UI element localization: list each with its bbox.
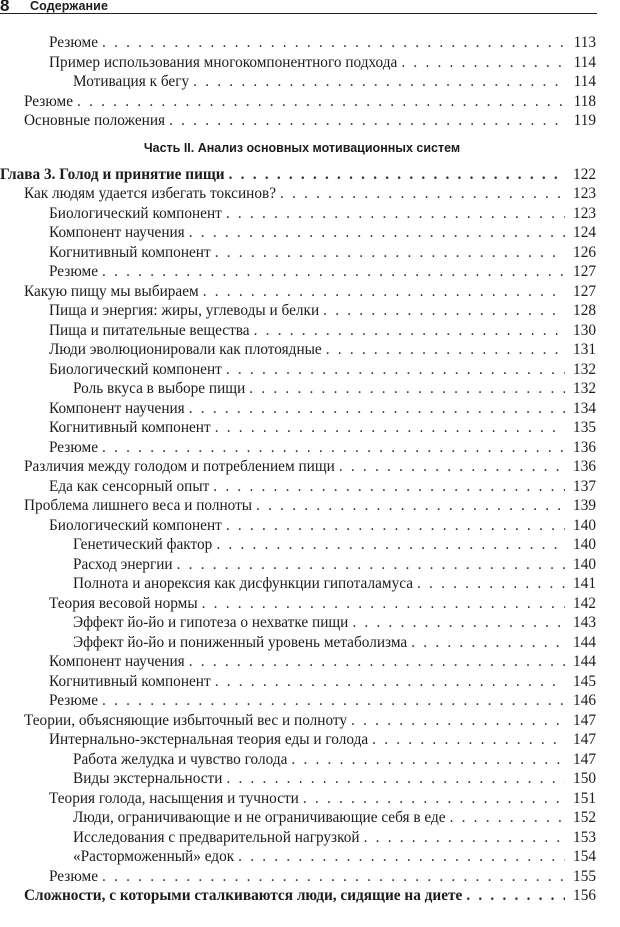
toc-entry[interactable] xyxy=(0,535,596,555)
toc-entry-title: Эффект йо-йо и пониженный уровень метаболизма xyxy=(73,633,408,651)
toc-entry-page: 132 xyxy=(573,380,596,397)
part-heading: Часть II. Анализ основных мотивационных систем xyxy=(143,140,461,155)
toc-entry-title: Резюме xyxy=(49,438,99,456)
toc-entry-title: Биологический компонент xyxy=(49,204,222,222)
toc-entry[interactable] xyxy=(0,243,596,263)
toc-entry-page: 151 xyxy=(573,789,596,807)
toc-entry-page: 142 xyxy=(573,594,596,612)
toc-entry[interactable] xyxy=(0,594,596,614)
toc-entry-page: 122 xyxy=(573,165,596,183)
toc-entry[interactable] xyxy=(0,92,596,112)
toc-entry-page: 144 xyxy=(573,653,596,670)
toc-entry-title: Исследования с предварительной нагрузкой xyxy=(73,828,360,846)
toc-entry[interactable] xyxy=(0,301,596,321)
toc-entry-page: 132 xyxy=(573,360,596,378)
toc-entry-title: Мотивация к бегу xyxy=(73,73,190,90)
toc-entry-page: 127 xyxy=(573,263,596,280)
toc-entry[interactable] xyxy=(0,496,596,516)
toc-entry[interactable] xyxy=(0,847,596,867)
toc-entry[interactable] xyxy=(0,418,596,438)
toc-entry[interactable] xyxy=(0,750,596,770)
toc-entry-page: 143 xyxy=(573,614,596,631)
toc-entry-page: 147 xyxy=(573,711,596,729)
toc-entry[interactable] xyxy=(0,438,596,458)
toc-entry-title: Биологический компонент xyxy=(49,360,222,378)
toc-leader-dots xyxy=(102,33,565,53)
toc-entry-title: Люди эволюционировали как плотоядные xyxy=(49,341,322,358)
header-rule xyxy=(0,13,597,14)
toc-entry-page: 113 xyxy=(573,34,596,51)
toc-leader-dots xyxy=(215,243,565,263)
toc-entry[interactable] xyxy=(0,340,596,360)
toc-entry[interactable] xyxy=(0,789,596,809)
toc-leader-dots xyxy=(77,92,565,112)
toc-entry-page: 150 xyxy=(573,770,596,787)
toc-entry[interactable] xyxy=(0,672,596,692)
toc-entry[interactable] xyxy=(0,72,596,92)
toc-entry[interactable] xyxy=(0,262,596,282)
toc-leader-dots xyxy=(177,555,565,575)
toc-leader-dots xyxy=(102,867,565,887)
toc-entry[interactable] xyxy=(0,730,596,750)
toc-entry-page: 141 xyxy=(573,575,596,592)
toc-entry[interactable] xyxy=(0,282,596,302)
toc-leader-dots xyxy=(323,301,565,321)
toc-entry-title: Еда как сенсорный опыт xyxy=(49,477,210,495)
toc-leader-dots xyxy=(203,282,565,302)
toc-entry[interactable] xyxy=(0,184,596,204)
toc-leader-dots xyxy=(254,321,565,341)
toc-entry-title: Теория весовой нормы xyxy=(49,594,198,612)
toc-leader-dots xyxy=(202,594,565,614)
toc-entry-title: «Расторможенный» едок xyxy=(73,848,235,865)
toc-leader-dots xyxy=(193,72,565,92)
toc-entry-title: Люди, ограничивающие и не ограничивающие себя в еде xyxy=(73,809,446,826)
toc-entry[interactable] xyxy=(0,574,596,594)
toc-entry[interactable] xyxy=(0,769,596,789)
toc-entry-title: Расход энергии xyxy=(73,555,173,573)
toc-leader-dots xyxy=(450,808,565,828)
toc-leader-dots xyxy=(215,418,565,438)
toc-leader-dots xyxy=(213,477,565,497)
toc-entry-page: 136 xyxy=(573,438,596,456)
toc-leader-dots xyxy=(291,750,565,770)
toc-entry-title: Различия между голодом и потреблением пищи xyxy=(24,458,335,475)
toc-leader-dots xyxy=(466,886,565,906)
toc-entry-page: 127 xyxy=(573,282,596,300)
toc-entry-title: Теория голода, насыщения и тучности xyxy=(49,789,299,807)
toc-entry[interactable] xyxy=(0,33,596,53)
toc-entry-title: Резюме xyxy=(49,34,99,51)
toc-entry-page: 131 xyxy=(573,341,596,358)
toc-chapter-entry[interactable] xyxy=(0,165,596,185)
toc-entry[interactable] xyxy=(0,111,596,131)
toc-leader-dots xyxy=(189,652,565,672)
toc-entry-page: 140 xyxy=(573,516,596,534)
toc-entry[interactable] xyxy=(0,867,596,887)
toc-entry-page: 128 xyxy=(573,302,596,319)
table-of-contents xyxy=(0,33,596,906)
toc-entry-page: 136 xyxy=(573,458,596,475)
toc-entry-title: Когнитивный компонент xyxy=(49,419,211,436)
toc-entry-page: 156 xyxy=(573,887,596,904)
toc-entry-title: Когнитивный компонент xyxy=(49,672,211,690)
toc-leader-dots xyxy=(169,111,565,131)
toc-entry-title: Сложности, с которыми сталкиваются люди, сидящие на диете xyxy=(24,887,463,904)
toc-entry-title: Компонент научения xyxy=(49,399,185,417)
toc-entry[interactable] xyxy=(0,223,596,243)
running-head: Содержание xyxy=(30,0,109,13)
toc-entry-page: 147 xyxy=(573,731,596,748)
page-number: 8 xyxy=(0,0,10,15)
toc-entry-title: Глава 3. Голод и принятие пищи xyxy=(0,165,225,183)
toc-entry[interactable] xyxy=(0,691,596,711)
toc-leader-dots xyxy=(249,379,565,399)
toc-leader-dots xyxy=(226,360,565,380)
toc-entry-page: 135 xyxy=(573,419,596,436)
toc-leader-dots xyxy=(339,457,565,477)
toc-entry-title: Интернально-экстернальная теория еды и голода xyxy=(49,731,369,748)
toc-entry[interactable] xyxy=(0,808,596,828)
toc-leader-dots xyxy=(102,438,565,458)
toc-entry-page: 145 xyxy=(573,672,596,690)
toc-entry-title: Компонент научения xyxy=(49,224,185,241)
toc-leader-dots xyxy=(189,399,565,419)
toc-entry-page: 114 xyxy=(573,73,596,90)
toc-leader-dots xyxy=(189,223,565,243)
toc-entry-page: 123 xyxy=(573,185,596,202)
toc-entry[interactable] xyxy=(0,652,596,672)
toc-leader-dots xyxy=(229,165,565,185)
toc-entry-title: Эффект йо-йо и гипотеза о нехватке пищи xyxy=(73,614,349,631)
toc-leader-dots xyxy=(401,53,565,73)
toc-entry-page: 146 xyxy=(573,692,596,709)
toc-leader-dots xyxy=(102,262,565,282)
toc-entry-page: 137 xyxy=(573,477,596,495)
toc-entry-page: 130 xyxy=(573,321,596,339)
toc-entry-title: Когнитивный компонент xyxy=(49,243,211,261)
toc-entry-page: 144 xyxy=(573,633,596,651)
toc-entry-title: Проблема лишнего веса и полноты xyxy=(24,497,253,514)
toc-entry-title: Резюме xyxy=(49,692,99,709)
toc-entry-page: 114 xyxy=(573,53,596,71)
toc-entry-page: 147 xyxy=(573,750,596,768)
toc-entry-page: 152 xyxy=(573,809,596,826)
toc-entry[interactable] xyxy=(0,379,596,399)
toc-leader-dots xyxy=(372,730,565,750)
toc-leader-dots xyxy=(226,204,565,224)
toc-entry-title: Биологический компонент xyxy=(49,516,222,534)
toc-entry-title: Основные положения xyxy=(24,112,166,129)
toc-entry-page: 140 xyxy=(573,555,596,573)
toc-entry[interactable] xyxy=(0,457,596,477)
toc-entry-title: Пища и энергия: жиры, углеводы и белки xyxy=(49,302,320,319)
toc-entry[interactable] xyxy=(0,321,596,341)
toc-entry-title: Как людям удается избегать токсинов? xyxy=(24,185,276,202)
toc-entry-page: 126 xyxy=(573,243,596,261)
toc-entry[interactable] xyxy=(0,53,596,73)
toc-entry-title: Какую пищу мы выбираем xyxy=(24,282,199,300)
toc-entry-page: 139 xyxy=(573,497,596,514)
toc-entry[interactable] xyxy=(0,399,596,419)
toc-entry-page: 154 xyxy=(573,848,596,865)
toc-entry[interactable] xyxy=(0,555,596,575)
toc-leader-dots xyxy=(417,574,565,594)
toc-entry[interactable] xyxy=(0,613,596,633)
page-header xyxy=(0,0,620,16)
toc-leader-dots xyxy=(364,828,565,848)
toc-entry[interactable] xyxy=(0,477,596,497)
toc-entry-page: 118 xyxy=(573,92,596,110)
toc-leader-dots xyxy=(216,535,565,555)
toc-entry-title: Пример использования многокомпонентного подхода xyxy=(49,53,398,71)
toc-leader-dots xyxy=(226,769,565,789)
toc-entry-title: Полнота и анорексия как дисфункции гипоталамуса xyxy=(73,575,413,592)
toc-entry[interactable] xyxy=(0,886,596,906)
toc-entry-page: 124 xyxy=(573,224,596,241)
toc-entry[interactable] xyxy=(0,516,596,536)
toc-leader-dots xyxy=(215,672,565,692)
toc-entry-title: Резюме xyxy=(49,263,99,280)
toc-leader-dots xyxy=(226,516,565,536)
toc-leader-dots xyxy=(102,691,565,711)
toc-entry-page: 153 xyxy=(573,828,596,846)
toc-entry-page: 140 xyxy=(573,536,596,553)
toc-entry-title: Пища и питательные вещества xyxy=(49,321,250,339)
toc-leader-dots xyxy=(256,496,565,516)
toc-entry-page: 119 xyxy=(573,112,596,129)
toc-leader-dots xyxy=(351,711,565,731)
toc-entry-title: Резюме xyxy=(49,867,99,885)
toc-leader-dots xyxy=(280,184,565,204)
toc-leader-dots xyxy=(238,847,565,867)
toc-entry[interactable] xyxy=(0,204,596,224)
toc-leader-dots xyxy=(303,789,565,809)
toc-leader-dots xyxy=(411,633,565,653)
toc-entry-title: Резюме xyxy=(24,92,74,110)
toc-leader-dots xyxy=(326,340,565,360)
toc-entry-page: 123 xyxy=(573,204,596,222)
toc-entry-title: Работа желудка и чувство голода xyxy=(73,750,288,768)
toc-entry-page: 134 xyxy=(573,399,596,417)
toc-entry-title: Виды экстернальности xyxy=(73,770,223,787)
toc-entry[interactable] xyxy=(0,711,596,731)
toc-entry-title: Генетический фактор xyxy=(73,536,213,553)
toc-entry-title: Компонент научения xyxy=(49,653,185,670)
toc-entry-title: Роль вкуса в выборе пищи xyxy=(73,380,246,397)
toc-entry[interactable] xyxy=(0,828,596,848)
toc-entry-page: 155 xyxy=(573,867,596,885)
toc-leader-dots xyxy=(352,613,565,633)
toc-entry[interactable] xyxy=(0,633,596,653)
toc-entry-title: Теории, объясняющие избыточный вес и полноту xyxy=(24,711,348,729)
toc-entry[interactable] xyxy=(0,360,596,380)
